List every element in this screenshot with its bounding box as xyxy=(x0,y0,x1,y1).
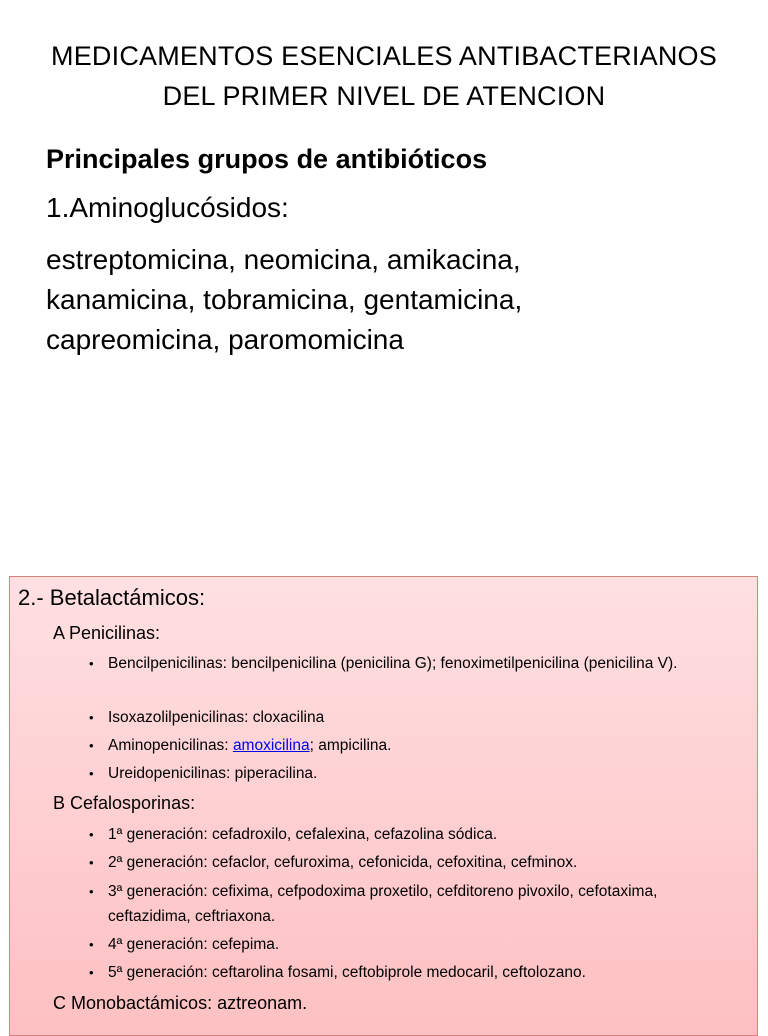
item-text: 5ª generación: ceftarolina fosami, ceftobiprole medocaril, ceftolozano. xyxy=(108,964,586,981)
bullet-icon: • xyxy=(89,884,94,899)
item-text: 1ª generación: cefadroxilo, cefalexina, cefazolina sódica. xyxy=(108,826,498,843)
slide-title xyxy=(0,36,768,116)
box-title: 2.- Betalactámicos: xyxy=(18,585,206,610)
drugs-line-3: capreomicina, paromomicina xyxy=(46,324,404,355)
bullet-icon: • xyxy=(89,937,94,952)
title-line-1: MEDICAMENTOS ESENCIALES ANTIBACTERIANOS xyxy=(51,41,717,71)
item-text: 4ª generación: cefepima. xyxy=(108,936,280,953)
bullet-icon: • xyxy=(89,827,94,842)
drugs-line-1: estreptomicina, neomicina, amikacina, xyxy=(46,244,521,275)
aminoglucosidos-list xyxy=(46,240,746,360)
list-item xyxy=(89,733,708,758)
amoxicilina-link[interactable]: amoxicilina xyxy=(232,737,310,754)
list-item xyxy=(89,651,708,676)
item-text: Isoxazolilpenicilinas: cloxacilina xyxy=(108,709,325,726)
bullet-icon: • xyxy=(89,855,94,870)
list-item xyxy=(89,960,708,985)
list-item xyxy=(89,761,708,786)
bullet-icon: • xyxy=(89,656,94,671)
item-text: Bencilpenicilinas: bencilpenicilina (penicilina G); fenoximetilpenicilina (penicilina V). xyxy=(108,655,678,672)
item-text: Aminopenicilinas: xyxy=(108,737,233,754)
penicilinas-label: A Penicilinas: xyxy=(53,623,161,643)
bullet-icon: • xyxy=(89,710,94,725)
section-heading: Principales grupos de antibióticos xyxy=(46,144,488,174)
monobactamicos-label: C Monobactámicos: aztreonam. xyxy=(53,993,308,1013)
list-item xyxy=(89,822,708,847)
list-item xyxy=(89,705,708,730)
title-line-2: DEL PRIMER NIVEL DE ATENCION xyxy=(162,81,606,111)
item-text-tail: ; ampicilina. xyxy=(309,737,392,754)
item-text: Ureidopenicilinas: piperacilina. xyxy=(108,765,318,782)
aminoglucosidos-heading: 1.Aminoglucósidos: xyxy=(46,192,289,223)
list-item xyxy=(89,932,708,957)
list-item xyxy=(89,850,708,875)
bullet-icon: • xyxy=(89,965,94,980)
list-item xyxy=(89,879,708,929)
drugs-line-2: kanamicina, tobramicina, gentamicina, xyxy=(46,284,523,315)
item-text: 2ª generación: cefaclor, cefuroxima, cefonicida, cefoxitina, cefminox. xyxy=(108,854,578,871)
bullet-icon: • xyxy=(89,738,94,753)
cefalosporinas-label: B Cefalosporinas: xyxy=(53,793,196,813)
item-text: 3ª generación: cefixima, cefpodoxima proxetilo, cefditoreno pivoxilo, cefotaxima, ceftazidima, ceftriaxona. xyxy=(108,883,658,925)
betalactamicos-box xyxy=(9,576,758,1036)
bullet-icon: • xyxy=(89,766,94,781)
